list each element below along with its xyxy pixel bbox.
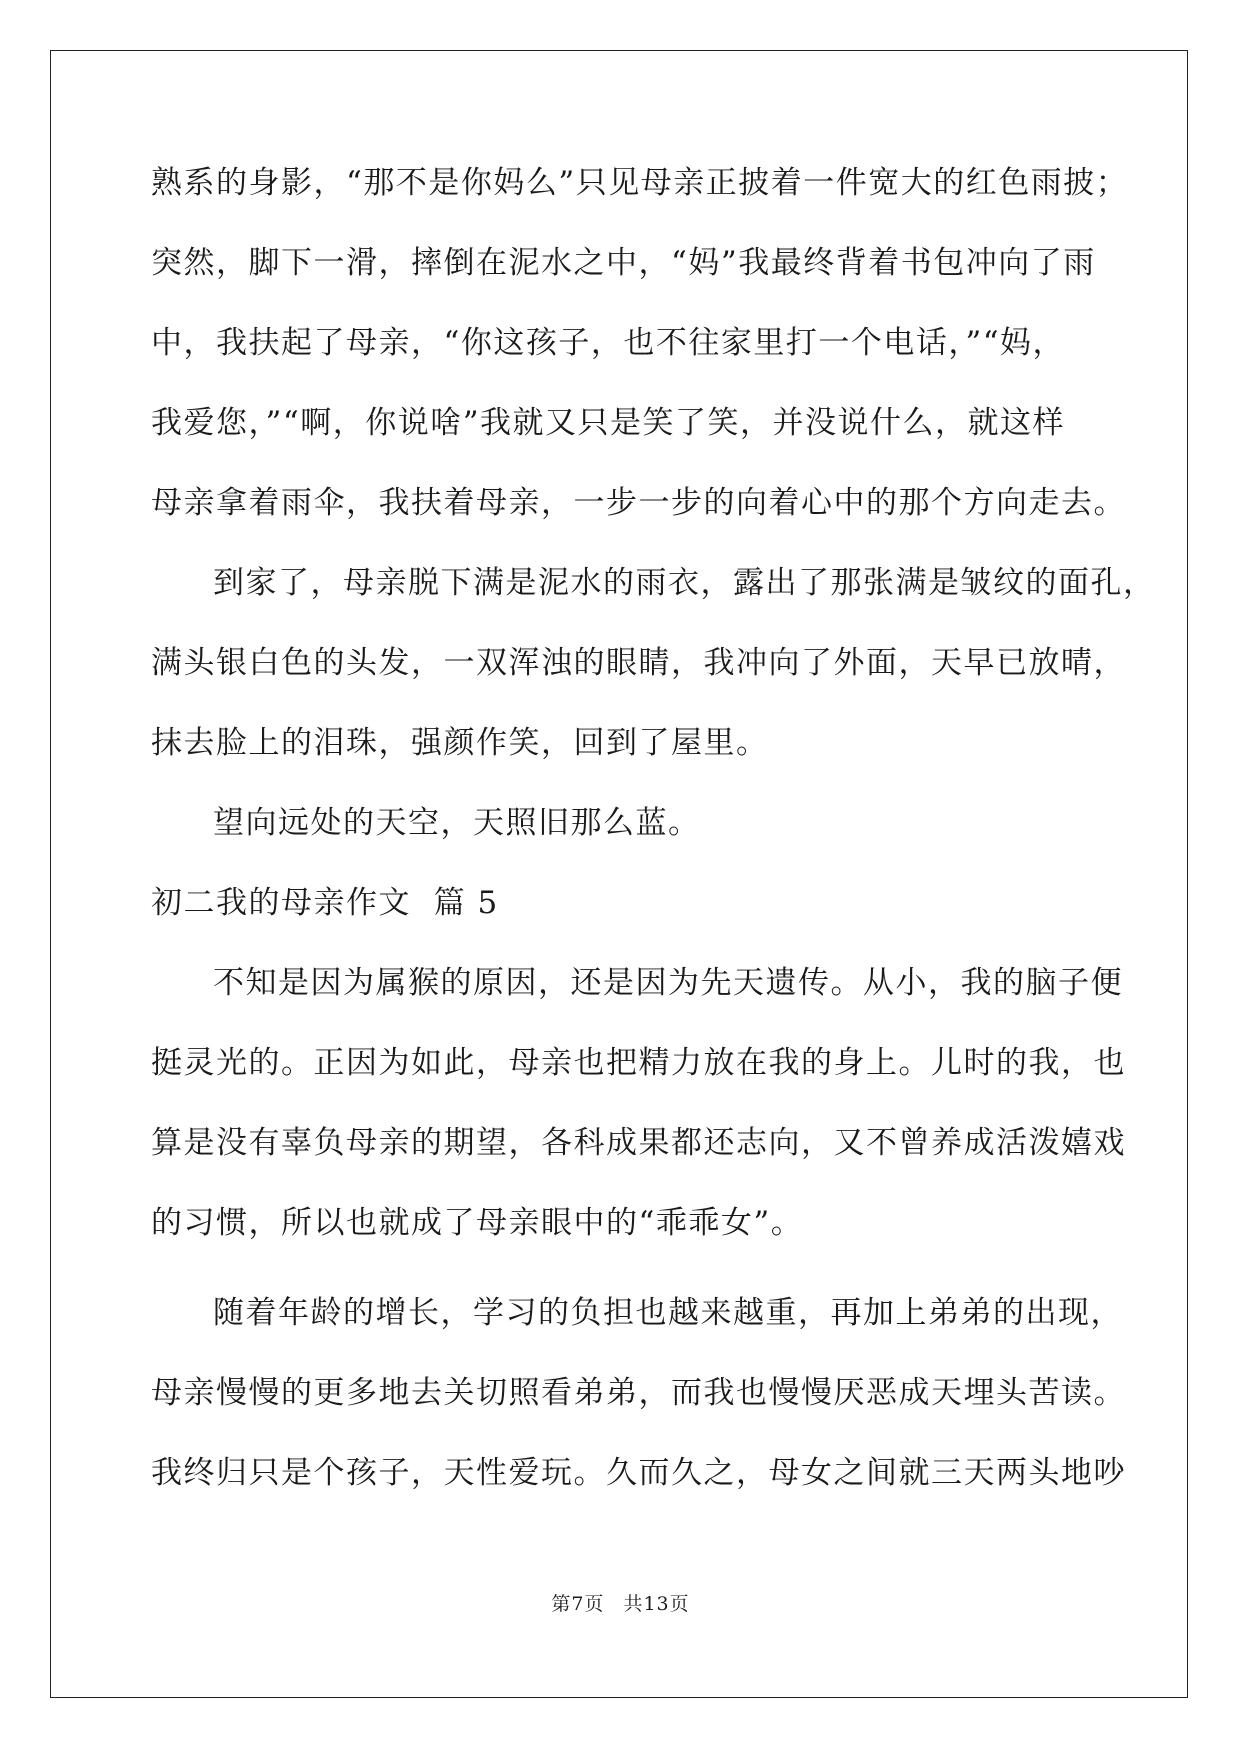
page-count: 共13页 — [623, 1593, 690, 1615]
text-line: 我爱您，”“啊，你说啥”我就又只是笑了笑，并没说什么，就这样 — [151, 405, 1066, 441]
text-line: 挺灵光的。正因为如此，母亲也把精力放在我的身上。儿时的我，也 — [151, 1045, 1126, 1081]
page-number: 第7页 — [551, 1593, 605, 1615]
text-line: 到家了，母亲脱下满是泥水的雨衣，露出了那张满是皱纹的面孔， — [213, 565, 1156, 601]
text-line: 算是没有辜负母亲的期望，各科成果都还志向，又不曾养成活泼嬉戏 — [151, 1125, 1126, 1161]
text-line: 母亲拿着雨伞，我扶着母亲，一步一步的向着心中的那个方向走去。 — [151, 485, 1126, 521]
text-line: 中，我扶起了母亲，“你这孩子，也不往家里打一个电话，”“妈， — [151, 325, 1066, 361]
text-line: 抹去脸上的泪珠，强颜作笑，回到了屋里。 — [151, 725, 769, 761]
page-footer — [0, 1589, 1241, 1616]
text-line: 我终归只是个孩子，天性爱玩。久而久之，母女之间就三天两头地吵 — [151, 1455, 1126, 1491]
text-line: 不知是因为属猴的原因，还是因为先天遗传。从小，我的脑子便 — [213, 965, 1123, 1001]
page-border — [50, 50, 1188, 1698]
text-line: 随着年龄的增长，学习的负担也越来越重，再加上弟弟的出现， — [213, 1295, 1123, 1331]
text-line: 突然，脚下一滑，摔倒在泥水之中，“妈”我最终背着书包冲向了雨 — [151, 245, 1096, 281]
section-heading: 初二我的母亲作文 篇 5 — [151, 885, 499, 921]
text-line: 望向远处的天空，天照旧那么蓝。 — [213, 805, 701, 841]
text-line: 的习惯，所以也就成了母亲眼中的“乖乖女”。 — [151, 1205, 804, 1241]
text-line: 母亲慢慢的更多地去关切照看弟弟，而我也慢慢厌恶成天埋头苦读。 — [151, 1375, 1126, 1411]
text-line: 满头银白色的头发，一双浑浊的眼睛，我冲向了外面，天早已放晴， — [151, 645, 1126, 681]
text-line: 熟系的身影，“那不是你妈么”只见母亲正披着一件宽大的红色雨披； — [151, 165, 1129, 201]
